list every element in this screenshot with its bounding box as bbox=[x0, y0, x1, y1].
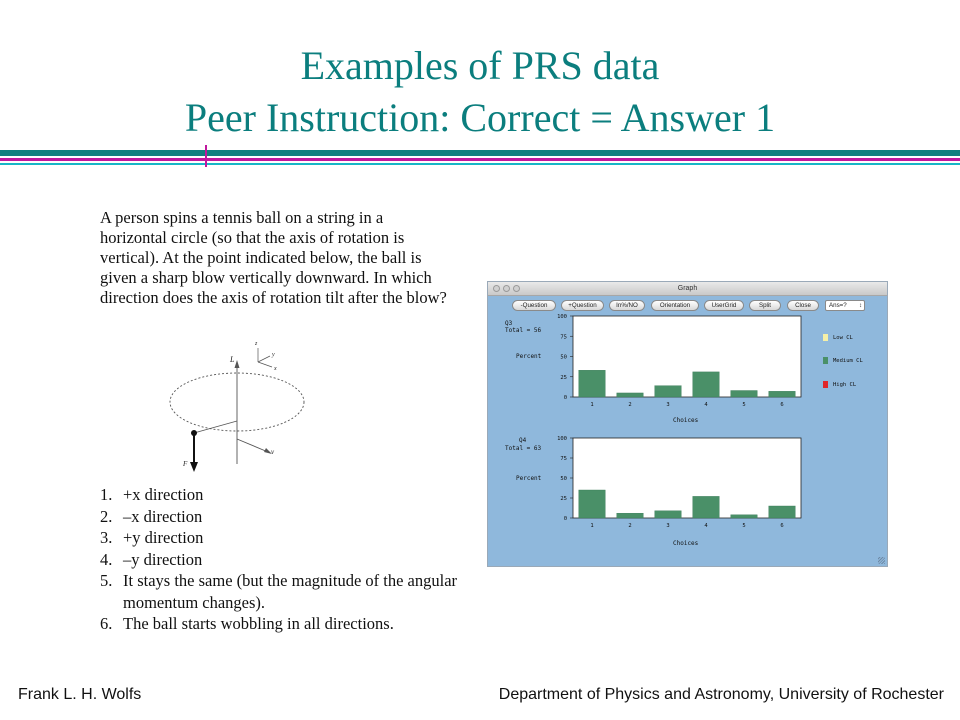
option-number: 3. bbox=[100, 528, 113, 547]
option-3 bbox=[100, 527, 460, 549]
y-tick-label: 0 bbox=[563, 395, 567, 401]
rule-vertical-accent bbox=[205, 145, 207, 167]
chart1-title: Q3 bbox=[505, 320, 513, 327]
rule-cyan bbox=[0, 163, 960, 165]
answer-select-value: Ans=? bbox=[829, 302, 847, 309]
chart2-bar-6 bbox=[769, 506, 796, 518]
y-tick-label: 100 bbox=[557, 436, 567, 442]
option-number: 4. bbox=[100, 549, 113, 569]
slide-title: Examples of PRS data bbox=[300, 43, 660, 88]
y-tick-label: 0 bbox=[563, 516, 567, 522]
prev-question-button[interactable]: -Question bbox=[512, 300, 556, 311]
force-arrowhead bbox=[190, 462, 198, 472]
footer-author: Frank L. H. Wolfs bbox=[18, 686, 142, 703]
bar-charts bbox=[488, 282, 887, 566]
legend-swatch-low bbox=[823, 334, 828, 341]
chevron-updown-icon: ↕ bbox=[859, 303, 862, 309]
question-block bbox=[100, 208, 450, 308]
x-tick-label: 6 bbox=[780, 523, 784, 529]
answer-options bbox=[100, 484, 460, 635]
chart2-total: Total = 63 bbox=[505, 445, 542, 452]
chart1-bar-5 bbox=[731, 391, 758, 397]
slide-subtitle: Peer Instruction: Correct = Answer 1 bbox=[184, 95, 776, 140]
option-text: +y direction bbox=[123, 528, 204, 547]
x-tick-label: 1 bbox=[590, 402, 594, 408]
legend-item-medium bbox=[823, 357, 863, 364]
chart2-bar-4 bbox=[693, 496, 720, 518]
legend-item-low bbox=[823, 334, 853, 341]
legend-swatch-medium bbox=[823, 357, 828, 364]
resize-grip-icon[interactable] bbox=[878, 557, 885, 564]
legend-label-high: High CL bbox=[833, 382, 857, 388]
usergrid-button[interactable]: UserGrid bbox=[704, 300, 744, 311]
chart1-bar-2 bbox=[617, 393, 644, 397]
y-tick-label: 50 bbox=[560, 476, 567, 482]
x-tick-label: 2 bbox=[628, 523, 632, 529]
axes-x bbox=[258, 362, 272, 367]
x-tick-label: 4 bbox=[704, 523, 708, 529]
chart2-bar-2 bbox=[617, 513, 644, 518]
axis-arrowhead bbox=[235, 360, 240, 368]
close-button[interactable]: Close bbox=[787, 300, 819, 311]
y-tick-label: 100 bbox=[557, 314, 567, 320]
option-2 bbox=[100, 506, 460, 528]
next-question-button[interactable]: +Question bbox=[561, 300, 604, 311]
chart2-bar-3 bbox=[655, 511, 682, 518]
x-tick-label: 1 bbox=[590, 523, 594, 529]
option-number: 1. bbox=[100, 485, 113, 504]
option-text: –x direction bbox=[123, 506, 203, 526]
option-4 bbox=[100, 549, 460, 571]
y-tick-label: 25 bbox=[560, 496, 567, 502]
percent-toggle-button[interactable]: In%/NO bbox=[609, 300, 645, 311]
chart1-total: Total = 56 bbox=[505, 327, 542, 334]
chart1-bar-3 bbox=[655, 386, 682, 397]
label-x: x bbox=[274, 366, 277, 372]
orientation-button[interactable]: Orientation bbox=[651, 300, 699, 311]
x-tick-label: 3 bbox=[666, 402, 670, 408]
x-tick-label: 3 bbox=[666, 523, 670, 529]
legend-label-medium: Medium CL bbox=[833, 358, 863, 364]
y-tick-label: 50 bbox=[560, 354, 567, 361]
x-tick-label: 6 bbox=[780, 402, 784, 408]
label-L: L bbox=[230, 355, 235, 364]
x-tick-label: 4 bbox=[704, 402, 708, 408]
chart1-plot-area bbox=[573, 316, 801, 397]
rule-teal bbox=[0, 150, 960, 156]
chart2-plot-area bbox=[573, 438, 801, 518]
label-F: F bbox=[183, 460, 188, 468]
split-button[interactable]: Split bbox=[749, 300, 781, 311]
footer-department: Department of Physics and Astronomy, University of Rochester bbox=[498, 686, 944, 703]
y-tick-label: 25 bbox=[560, 374, 567, 381]
x-tick-label: 5 bbox=[742, 402, 746, 408]
chart2-xlabel: Choices bbox=[673, 540, 699, 547]
y-tick-label: 75 bbox=[560, 456, 567, 462]
option-5 bbox=[100, 570, 460, 613]
graph-window bbox=[487, 281, 888, 567]
option-number: 2. bbox=[100, 506, 113, 526]
chart1-ylabel: Percent bbox=[516, 353, 542, 360]
option-text: +x direction bbox=[123, 485, 204, 504]
label-v: v bbox=[271, 448, 275, 456]
legend-swatch-high bbox=[823, 381, 828, 388]
x-tick-label: 5 bbox=[742, 523, 746, 529]
legend-item-high bbox=[823, 381, 856, 388]
velocity-line bbox=[237, 439, 268, 452]
legend-label-low: Low CL bbox=[833, 335, 853, 341]
label-y: y bbox=[272, 352, 275, 358]
chart2-title: Q4 bbox=[519, 437, 527, 444]
chart2-bar-1 bbox=[579, 490, 606, 518]
tennis-ball bbox=[191, 430, 197, 436]
chart1-bar-6 bbox=[769, 391, 796, 397]
option-6 bbox=[100, 613, 460, 635]
option-text: The ball starts wobbling in all directions. bbox=[123, 614, 394, 633]
chart1-bar-1 bbox=[579, 370, 606, 397]
option-1 bbox=[100, 484, 460, 506]
axes-y bbox=[258, 356, 270, 362]
rotation-diagram bbox=[160, 332, 320, 482]
option-number: 5. bbox=[100, 571, 113, 590]
window-title: Graph bbox=[677, 285, 698, 292]
question-text: A person spins a tennis ball on a string in a horizontal circle (so that the axis of rotation is vertical). At the point indicated below, the ball is given a sharp blow vertically downward. In which direction does the axis of rotation tilt after the blow? bbox=[100, 208, 447, 307]
chart1-bar-4 bbox=[693, 372, 720, 397]
option-text: –y direction bbox=[123, 549, 203, 569]
rule-magenta bbox=[0, 158, 960, 161]
option-number: 6. bbox=[100, 614, 113, 633]
y-tick-label: 75 bbox=[560, 334, 567, 341]
chart2-bar-5 bbox=[731, 515, 758, 518]
x-tick-label: 2 bbox=[628, 402, 632, 408]
option-text: It stays the same (but the magnitude of the angular momentum changes). bbox=[123, 571, 458, 612]
chart1-xlabel: Choices bbox=[673, 417, 699, 424]
label-z: z bbox=[255, 341, 258, 347]
chart2-ylabel: Percent bbox=[516, 475, 542, 482]
